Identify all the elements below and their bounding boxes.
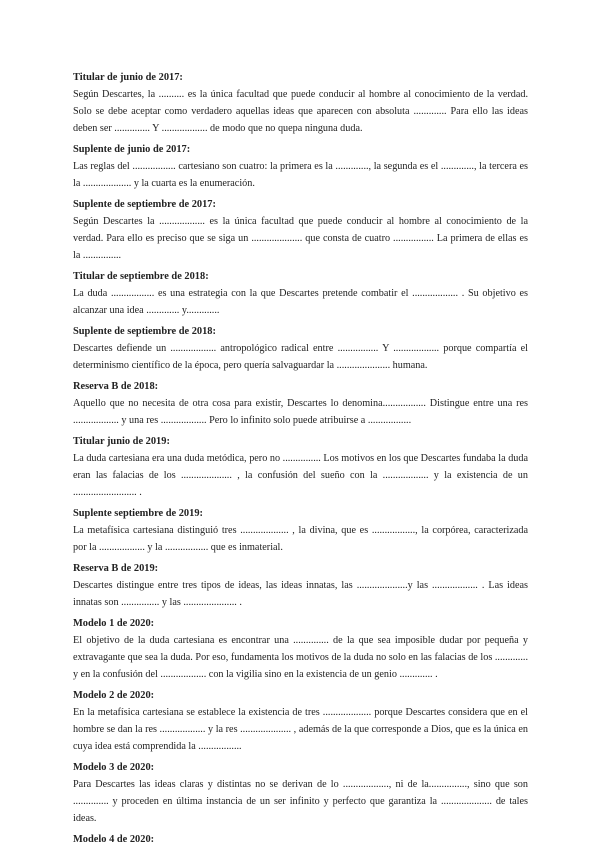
exam-section-modelo-1-2020 [73,616,528,684]
exam-section-titular-junio-2019 [73,434,528,502]
section-heading: Suplente septiembre de 2019: [73,507,203,519]
section-text: Aquello que no necesita de otra cosa para existir, Descartes lo denomina................. Distingue entre una res .................. y una res .................. Pero lo infinito solo puede atribuirse a ................. [73,397,528,427]
section-heading: Reserva B de 2018: [73,380,159,392]
exam-section-reserva-b-2018 [73,379,528,429]
section-heading: Suplente de junio de 2017: [73,144,191,156]
section-heading: Modelo 2 de 2020: [73,689,155,701]
section-text: Las reglas del ................. cartesiano son cuatro: la primera es la ............., la segunda es el ............., la tercera es la ................... y la cuarta es la enumeración. [73,161,528,190]
exam-section-titular-septiembre-2018 [73,269,528,319]
section-heading: Modelo 1 de 2020: [73,617,155,629]
section-text: En la metafísica cartesiana se establece la existencia de tres ................... porque Descartes considera que en el hombre se dan la res .................. y la res .................... , además de la que corresponde a Dios, que es la única en cuya idea está comprendida la ................. [73,706,528,753]
section-text: Según Descartes la .................. es la única facultad que puede conducir al hombre al conocimiento de la verdad. Para ello es preciso que se siga un .................... que consta de cuatro ................ La primera de ellas es la ............... [73,216,528,262]
section-heading: Titular junio de 2019: [73,435,170,447]
section-heading: Suplente de septiembre de 2017: [73,199,216,211]
section-heading: Modelo 4 de 2020: [73,834,155,846]
section-text: La duda ................. es una estrategia con la que Descartes pretende combatir el .................. . Su objetivo es alcanzar una idea ............. y............. [73,288,528,317]
section-heading: Titular de septiembre de 2018: [73,271,209,283]
exam-section-suplente-septiembre-2019 [73,506,528,556]
section-text: Según Descartes, la .......... es la única facultad que puede conducir al hombre al conocimiento de la verdad. Solo se debe aceptar como verdadero aquellas ideas que aparecen con absoluta ............. Para ello las ideas deben ser .............. Y .................. de modo que no quepa ninguna duda. [73,89,528,135]
exam-section-suplente-septiembre-2017 [73,197,528,265]
section-text: La duda cartesiana era una duda metódica, pero no ............... Los motivos en los que Descartes fundaba la duda eran las falacias de los .................... , la confusión del sueño con la .................. y la existencia de un ......................... . [73,452,528,499]
exam-section-modelo-2-2020 [73,688,528,756]
section-heading: Titular de junio de 2017: [73,72,183,83]
section-text: La metafísica cartesiana distinguió tres ................... , la divina, que es ................., la corpórea, caracterizada por la .................. y la ................. que es inmaterial. [73,524,528,554]
section-text: Descartes defiende un .................. antropológico radical entre ................ Y .................. porque compartía el determinismo científico de la época, pero quería salvaguardar la ..................... humana. [73,343,528,372]
exam-section-suplente-septiembre-2018 [73,324,528,374]
section-heading: Suplente de septiembre de 2018: [73,326,216,338]
section-text: El objetivo de la duda cartesiana es encontrar una .............. de la que sea imposible dudar por pequeña y extravagante que sea la duda. Por eso, fundamenta los motivos de la duda no solo en las falacias de los ............. y en la confusión del .................. con la vigilia sino en la existencia de un genio ............. . [73,634,528,681]
section-heading: Modelo 3 de 2020: [73,761,155,773]
exam-section-reserva-b-2019 [73,561,528,611]
exam-section-suplente-junio-2017 [73,142,528,192]
section-text: Para Descartes las ideas claras y distintas no se derivan de lo .................., ni de la..............., sino que son .............. y proceden en última instancia de un ser infinito y perfecto que garantiza la .................... de tales ideas. [73,778,528,825]
section-heading: Reserva B de 2019: [73,562,159,574]
section-text: Descartes distingue entre tres tipos de ideas, las ideas innatas, las ....................y las .................. . Las ideas innatas son ............... y las ..................... . [73,579,528,609]
exam-section-modelo-3-2020 [73,760,528,828]
exam-section-modelo-4-2020 [73,832,528,848]
exam-section-titular-junio-2017 [73,70,528,138]
